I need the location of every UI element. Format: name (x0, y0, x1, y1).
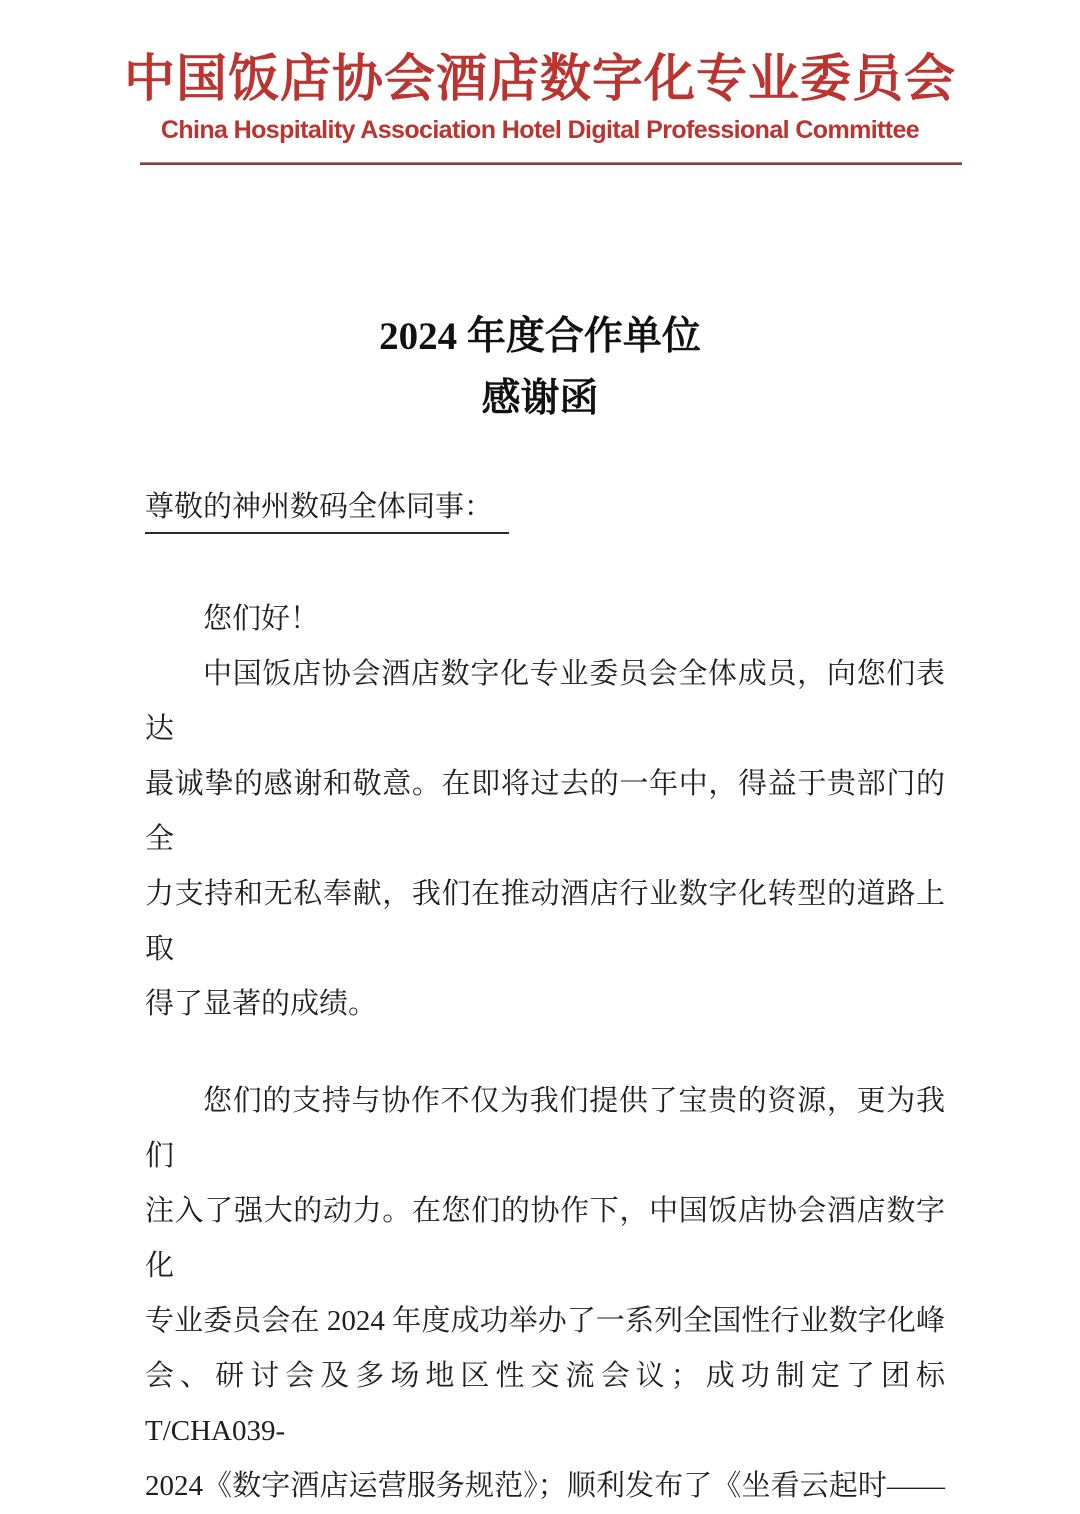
document-title-line1: 2024 年度合作单位 (379, 315, 701, 358)
letter-line: 会、研讨会及多场地区性交流会议；成功制定了团标 T/CHA039- (145, 1360, 945, 1447)
letter-line: 您们好！ (203, 603, 320, 635)
letter-line: 力支持和无私奉献，我们在推动酒店行业数字化转型的道路上取 (145, 878, 945, 965)
letter-line: 专业委员会在 2024 年度成功举办了一系列全国性行业数字化峰 (145, 1305, 945, 1337)
letter-paragraph-thanks (145, 647, 945, 1032)
salutation (145, 485, 945, 534)
letter-content (0, 306, 1080, 1514)
letter-line: 中国饭店协会酒店数字化专业委员会全体成员，向您们表达 (145, 658, 945, 745)
letterhead-title-en: China Hospitality Association Hotel Digital Professional Committee (160, 116, 920, 144)
letterhead-divider (140, 162, 962, 165)
letterhead-title-cn: 中国饭店协会酒店数字化专业委员会 (123, 52, 956, 108)
letter-line: 注入了强大的动力。在您们的协作下，中国饭店协会酒店数字化 (145, 1195, 945, 1282)
letter-paragraph-achievements (145, 1074, 945, 1514)
letter-body (145, 592, 945, 1514)
letterhead (0, 0, 1080, 165)
salutation-text: 尊敬的神州数码全体同事： (145, 485, 509, 534)
letter-line: 您们的支持与协作不仅为我们提供了宝贵的资源，更为我们 (145, 1085, 945, 1172)
letter-line: 得了显著的成绩。 (145, 988, 378, 1020)
letter-line: 最诚挚的感谢和敬意。在即将过去的一年中，得益于贵部门的全 (145, 768, 945, 855)
document-title (0, 306, 1080, 430)
document-title-line2: 感谢函 (481, 377, 599, 420)
letter-paragraph-greeting (145, 592, 945, 647)
letter-line: 2024《数字酒店运营服务规范》；顺利发布了《坐看云起时—— (145, 1470, 945, 1502)
